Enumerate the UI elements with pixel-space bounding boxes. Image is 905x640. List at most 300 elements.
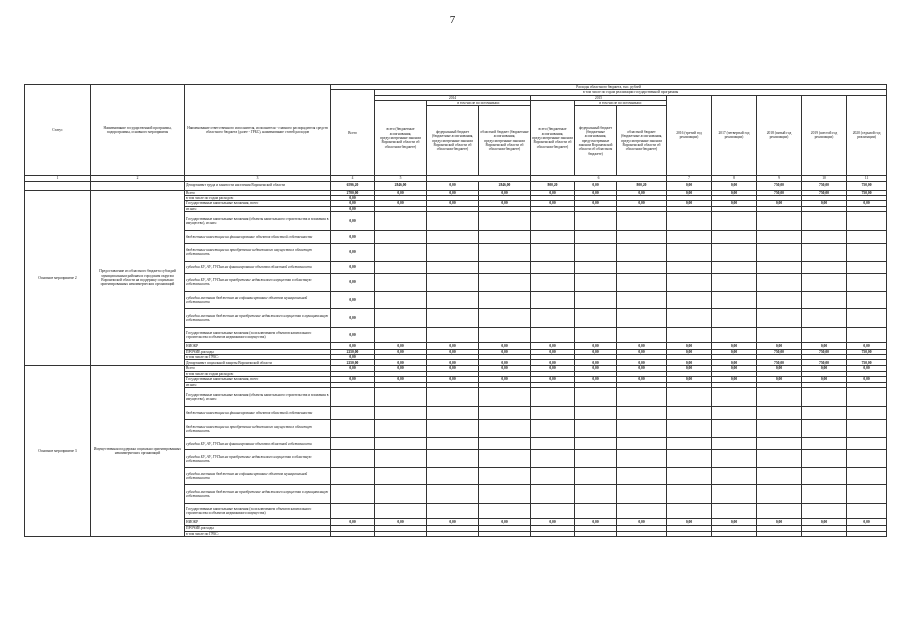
value-cell	[667, 308, 712, 327]
value-cell	[617, 308, 667, 327]
column-number: 9	[757, 176, 802, 181]
value-cell	[847, 291, 887, 308]
value-cell	[667, 230, 712, 243]
department-name: Департамент труда и занятости населения Воронежской области	[185, 181, 331, 190]
value-cell: 0,00	[479, 377, 531, 383]
row-label: субсидии местным бюджетам на софинансирование объектов муниципальной собственности	[185, 468, 331, 485]
header-2015-reg: областной бюджет (бюджетные ассигнования, предусмотренные законом Воронежской области об областном бюджете)	[617, 106, 667, 176]
value-cell	[667, 438, 712, 450]
row-label: бюджетные инвестиции на приобретение недвижимого имущества в областную собственность	[185, 420, 331, 438]
value-cell	[375, 438, 427, 450]
value-cell	[712, 243, 757, 261]
value-cell	[667, 420, 712, 438]
value-cell: 2700,00	[331, 190, 375, 195]
value-cell: 0,00	[427, 342, 479, 349]
value-cell	[575, 261, 617, 273]
header-2015-sources: в том числе по источникам:	[575, 100, 667, 105]
header-2015-fed: федеральный бюджет (бюджетные ассигнования, предусмотренные законом Воронежской области об областном бюджете)	[575, 106, 617, 176]
value-cell	[847, 420, 887, 438]
value-cell	[712, 420, 757, 438]
value-cell: 0,00	[331, 201, 375, 206]
value-cell	[479, 243, 531, 261]
value-cell	[617, 230, 667, 243]
column-number: 7	[667, 176, 712, 181]
value-cell	[802, 450, 847, 468]
value-cell: 0,00	[617, 349, 667, 354]
value-cell	[375, 388, 427, 407]
value-cell	[479, 273, 531, 291]
value-cell: 0,00	[712, 201, 757, 206]
department-row	[25, 181, 887, 190]
value-cell: 0,00	[667, 360, 712, 366]
row-label: из них:	[185, 206, 331, 211]
empty-cell	[25, 181, 91, 190]
value-cell	[757, 273, 802, 291]
value-cell	[479, 485, 531, 504]
value-cell	[712, 388, 757, 407]
value-cell	[575, 273, 617, 291]
value-cell	[531, 261, 575, 273]
row-label: Всего	[185, 190, 331, 195]
value-cell	[847, 308, 887, 327]
activity-program: Имущественная поддержка социально ориентированных некоммерческих организаций	[91, 366, 185, 537]
value-cell: 0,00	[617, 201, 667, 206]
value-cell: 0,00	[427, 349, 479, 354]
value-cell	[479, 388, 531, 407]
value-cell	[575, 211, 617, 230]
value-cell: 750,00	[847, 181, 887, 190]
value-cell	[617, 504, 667, 519]
value-cell: 750,00	[847, 190, 887, 195]
value-cell: 0,00	[757, 519, 802, 526]
value-cell	[427, 407, 479, 420]
value-cell: 0,00	[427, 201, 479, 206]
row-label: Департамент социальной защиты Воронежской области	[185, 360, 331, 366]
value-cell	[847, 230, 887, 243]
value-cell: 0,00	[479, 190, 531, 195]
header-by-year: в том числе по годам реализации государственной программы	[375, 90, 887, 95]
value-cell: 0,00	[531, 342, 575, 349]
value-cell	[757, 485, 802, 504]
value-cell	[427, 485, 479, 504]
value-cell	[531, 485, 575, 504]
value-cell	[479, 450, 531, 468]
value-cell	[667, 273, 712, 291]
value-cell	[479, 261, 531, 273]
value-cell: 0,00	[757, 342, 802, 349]
header-2017: 2017 (четвертый год реализации)	[712, 95, 757, 176]
value-cell: 0,00	[331, 377, 375, 383]
value-cell: 0,00	[617, 519, 667, 526]
header-2014-all: всего (бюджетные ассигнования, предусмотренные законом Воронежской области об областном бюджете)	[375, 100, 427, 175]
value-cell	[531, 230, 575, 243]
value-cell	[617, 407, 667, 420]
value-cell: 0,00	[802, 377, 847, 383]
value-cell	[375, 261, 427, 273]
row-label: субсидии местным бюджетам на софинансирование объектов муниципальной собственности	[185, 291, 331, 308]
value-cell	[667, 485, 712, 504]
value-cell	[479, 420, 531, 438]
value-cell	[712, 468, 757, 485]
column-number: 4	[331, 176, 375, 181]
value-cell	[712, 327, 757, 342]
value-cell: 0,00	[531, 360, 575, 366]
value-cell: 0,00	[575, 190, 617, 195]
activity-status: Основное мероприятие 3	[25, 366, 91, 537]
value-cell	[757, 531, 802, 536]
value-cell: 0,00	[331, 243, 375, 261]
value-cell	[427, 291, 479, 308]
value-cell: 0,00	[479, 342, 531, 349]
header-2014-fed: федеральный бюджет (бюджетные ассигнования, предусмотренные законом Воронежской области об областном бюджете)	[427, 106, 479, 176]
value-cell	[802, 327, 847, 342]
value-cell	[531, 468, 575, 485]
value-cell	[802, 388, 847, 407]
value-cell: 0,00	[617, 342, 667, 349]
value-cell	[375, 243, 427, 261]
value-cell	[712, 230, 757, 243]
value-cell: 0,00	[331, 273, 375, 291]
value-cell: 0,00	[847, 377, 887, 383]
header-2014: 2014	[375, 95, 531, 100]
value-cell: 0,00	[667, 342, 712, 349]
value-cell	[531, 388, 575, 407]
value-cell	[712, 531, 757, 536]
value-cell: 0,00	[617, 377, 667, 383]
value-cell: 0,00	[331, 366, 375, 371]
row-label: Государственные капитальные вложения, всего	[185, 201, 331, 206]
value-cell	[847, 485, 887, 504]
value-cell	[802, 504, 847, 519]
header-2019: 2019 (шестой год реализации)	[802, 95, 847, 176]
value-cell	[531, 531, 575, 536]
value-cell: 750,00	[757, 360, 802, 366]
value-cell	[375, 211, 427, 230]
value-cell	[757, 291, 802, 308]
value-cell: 0,00	[479, 201, 531, 206]
value-cell: 0,00	[802, 201, 847, 206]
value-cell	[331, 504, 375, 519]
row-label: ПРОЧИЕ расходы	[185, 349, 331, 354]
value-cell: 2846,00	[375, 181, 427, 190]
row-label: Государственные капитальные вложения, всего	[185, 377, 331, 383]
value-cell	[847, 243, 887, 261]
value-cell: 0,00	[712, 360, 757, 366]
value-cell	[847, 450, 887, 468]
expenses-table	[24, 84, 887, 537]
value-cell	[427, 468, 479, 485]
value-cell: 750,00	[847, 360, 887, 366]
value-cell	[667, 327, 712, 342]
value-cell	[667, 407, 712, 420]
value-cell: 0,00	[331, 195, 375, 200]
value-cell	[617, 261, 667, 273]
column-number: 11	[847, 176, 887, 181]
value-cell	[847, 438, 887, 450]
value-cell: 0,00	[531, 190, 575, 195]
value-cell: 800,20	[531, 181, 575, 190]
value-cell: 0,00	[712, 349, 757, 354]
section-activity-2	[25, 190, 887, 366]
value-cell	[575, 531, 617, 536]
header-status: Статус	[25, 85, 91, 176]
value-cell	[847, 504, 887, 519]
value-cell: 750,00	[757, 190, 802, 195]
header-2020: 2020 (седьмой год реализации)	[847, 95, 887, 176]
value-cell	[531, 308, 575, 327]
value-cell: 0,00	[575, 349, 617, 354]
empty-cell	[91, 181, 185, 190]
value-cell: 750,00	[802, 349, 847, 354]
value-cell: 0,00	[427, 360, 479, 366]
value-cell	[757, 438, 802, 450]
value-cell	[757, 243, 802, 261]
value-cell	[802, 438, 847, 450]
header-program: Наименование государственной программы, подпрограммы, основного мероприятия	[91, 85, 185, 176]
value-cell	[531, 291, 575, 308]
value-cell: 0,00	[331, 206, 375, 211]
activity-program: Предоставление из областного бюджета субсидий муниципальным районам и городским округам Воронежской области на поддержку социально ориентированных некоммерческих организаций	[91, 190, 185, 366]
value-cell	[757, 211, 802, 230]
value-cell	[757, 388, 802, 407]
value-cell	[375, 468, 427, 485]
value-cell	[375, 230, 427, 243]
value-cell	[617, 485, 667, 504]
value-cell	[375, 273, 427, 291]
value-cell	[531, 438, 575, 450]
value-cell	[375, 450, 427, 468]
value-cell	[802, 243, 847, 261]
value-cell	[575, 308, 617, 327]
value-cell	[757, 450, 802, 468]
value-cell: 0,00	[331, 308, 375, 327]
value-cell: 0,00	[479, 366, 531, 371]
value-cell	[712, 261, 757, 273]
row-label: ПРОЧИЕ расходы	[185, 526, 331, 531]
row-label: в том числе по годам расходов:	[185, 371, 331, 376]
value-cell: 0,00	[331, 342, 375, 349]
value-cell: 0,00	[847, 519, 887, 526]
value-cell: 0,00	[757, 201, 802, 206]
header-2016: 2016 (третий год реализации)	[667, 95, 712, 176]
value-cell: 0,00	[331, 355, 375, 360]
value-cell	[712, 273, 757, 291]
value-cell	[667, 531, 712, 536]
value-cell	[617, 420, 667, 438]
value-cell	[757, 504, 802, 519]
value-cell: 750,00	[802, 181, 847, 190]
value-cell	[531, 450, 575, 468]
value-cell	[575, 388, 617, 407]
value-cell	[531, 273, 575, 291]
column-number: 1	[25, 176, 91, 181]
value-cell: 0,00	[375, 377, 427, 383]
value-cell	[757, 230, 802, 243]
value-cell	[575, 243, 617, 261]
value-cell: 0,00	[375, 519, 427, 526]
value-cell: 0,00	[427, 366, 479, 371]
row-label: субсидии БУ, АУ, ГУПам на приобретение недвижимого имущества в областную собственность	[185, 450, 331, 468]
value-cell	[375, 291, 427, 308]
value-cell	[427, 438, 479, 450]
value-cell	[667, 468, 712, 485]
value-cell	[479, 327, 531, 342]
activity-status: Основное мероприятие 2	[25, 190, 91, 366]
row-label: в том числе по ГРБС:	[185, 355, 331, 360]
value-cell: 0,00	[479, 519, 531, 526]
value-cell: 0,00	[331, 211, 375, 230]
value-cell	[331, 485, 375, 504]
value-cell	[802, 308, 847, 327]
value-cell: 0,00	[667, 349, 712, 354]
value-cell: 0,00	[712, 366, 757, 371]
row-label: бюджетные инвестиции на финансирование объектов областной собственности	[185, 407, 331, 420]
value-cell	[479, 531, 531, 536]
value-cell: 800,20	[617, 181, 667, 190]
value-cell	[331, 450, 375, 468]
value-cell	[375, 407, 427, 420]
value-cell: 0,00	[667, 201, 712, 206]
row-label: субсидии местным бюджетам на приобретение недвижимого имущества в муниципальную собственность	[185, 308, 331, 327]
value-cell: 0,00	[575, 181, 617, 190]
value-cell	[575, 420, 617, 438]
value-cell: 0,00	[427, 190, 479, 195]
value-cell: 0,00	[375, 342, 427, 349]
value-cell	[331, 407, 375, 420]
value-cell	[757, 407, 802, 420]
header-expenses: Расходы областного бюджета, тыс. рублей	[331, 85, 887, 90]
value-cell	[712, 407, 757, 420]
value-cell	[375, 485, 427, 504]
value-cell	[802, 531, 847, 536]
value-cell	[802, 407, 847, 420]
value-cell: 0,00	[575, 360, 617, 366]
row-label: Государственные капитальные вложения (за исключением объектов капитального строительства и объектов недвижимого имущества)	[185, 327, 331, 342]
value-cell	[802, 485, 847, 504]
value-cell	[531, 211, 575, 230]
value-cell	[427, 230, 479, 243]
value-cell	[667, 388, 712, 407]
page-number: 7	[449, 14, 456, 26]
value-cell	[802, 273, 847, 291]
value-cell	[427, 327, 479, 342]
value-cell: 0,00	[375, 366, 427, 371]
value-cell	[617, 243, 667, 261]
value-cell	[331, 468, 375, 485]
value-cell: 2250,00	[331, 360, 375, 366]
value-cell	[667, 504, 712, 519]
value-cell: 0,00	[757, 377, 802, 383]
header-total: Всего	[331, 90, 375, 176]
value-cell: 0,00	[667, 519, 712, 526]
value-cell: 750,00	[757, 181, 802, 190]
value-cell	[331, 531, 375, 536]
value-cell	[531, 243, 575, 261]
row-label: субсидии БУ, АУ, ГУПам на финансирование объектов областной собственности	[185, 261, 331, 273]
value-cell: 0,00	[802, 366, 847, 371]
value-cell	[847, 468, 887, 485]
header-2015: 2015	[531, 95, 667, 100]
value-cell: 0,00	[479, 360, 531, 366]
value-cell	[712, 308, 757, 327]
value-cell: 750,00	[802, 190, 847, 195]
value-cell	[575, 327, 617, 342]
header-2015-all: всего (бюджетные ассигнования, предусмотренные законом Воронежской области об областном бюджете)	[531, 100, 575, 175]
value-cell	[617, 273, 667, 291]
value-cell	[427, 504, 479, 519]
value-cell	[617, 531, 667, 536]
value-cell: 0,00	[479, 349, 531, 354]
value-cell: 0,00	[757, 366, 802, 371]
section-activity-3	[25, 366, 887, 537]
value-cell	[479, 291, 531, 308]
value-cell	[479, 230, 531, 243]
row-label: Государственные капитальные вложения (за исключением объектов капитального строительства и объектов недвижимого имущества)	[185, 504, 331, 519]
row-label: из них:	[185, 383, 331, 388]
value-cell: 0,00	[617, 360, 667, 366]
row-label: бюджетные инвестиции на финансирование объектов областной собственности	[185, 230, 331, 243]
value-cell	[427, 450, 479, 468]
value-cell	[617, 388, 667, 407]
header-2014-reg: областной бюджет (бюджетные ассигнования, предусмотренные законом Воронежской области об областном бюджете)	[479, 106, 531, 176]
value-cell: 0,00	[847, 366, 887, 371]
value-cell: 0,00	[427, 377, 479, 383]
value-cell	[375, 308, 427, 327]
value-cell	[847, 273, 887, 291]
column-number: 5	[375, 176, 427, 181]
value-cell: 0,00	[331, 519, 375, 526]
value-cell: 2250,00	[331, 349, 375, 354]
value-cell	[802, 291, 847, 308]
value-cell	[575, 450, 617, 468]
row-label: субсидии БУ, АУ, ГУПам на финансирование объектов областной собственности	[185, 438, 331, 450]
value-cell	[617, 450, 667, 468]
value-cell	[575, 468, 617, 485]
value-cell: 0,00	[847, 342, 887, 349]
value-cell	[712, 485, 757, 504]
value-cell: 0,00	[331, 230, 375, 243]
value-cell	[712, 438, 757, 450]
row-label: Государственные капитальные вложения (объекты капитального строительства и вложения в имущество), из них:	[185, 388, 331, 407]
value-cell	[479, 211, 531, 230]
value-cell: 0,00	[375, 360, 427, 366]
value-cell	[331, 438, 375, 450]
value-cell: 0,00	[427, 181, 479, 190]
value-cell	[427, 273, 479, 291]
row-label: НИОКР	[185, 519, 331, 526]
value-cell	[427, 531, 479, 536]
value-cell: 6596,20	[331, 181, 375, 190]
value-cell: 0,00	[427, 519, 479, 526]
value-cell: 0,00	[667, 366, 712, 371]
value-cell	[712, 291, 757, 308]
value-cell	[531, 420, 575, 438]
value-cell	[802, 420, 847, 438]
value-cell	[667, 450, 712, 468]
value-cell	[757, 327, 802, 342]
value-cell	[847, 407, 887, 420]
value-cell	[847, 327, 887, 342]
value-cell	[847, 388, 887, 407]
value-cell	[331, 388, 375, 407]
value-cell	[427, 420, 479, 438]
value-cell	[375, 327, 427, 342]
row-label: Всего	[185, 366, 331, 371]
value-cell	[375, 420, 427, 438]
value-cell	[427, 388, 479, 407]
value-cell	[479, 407, 531, 420]
value-cell	[375, 531, 427, 536]
